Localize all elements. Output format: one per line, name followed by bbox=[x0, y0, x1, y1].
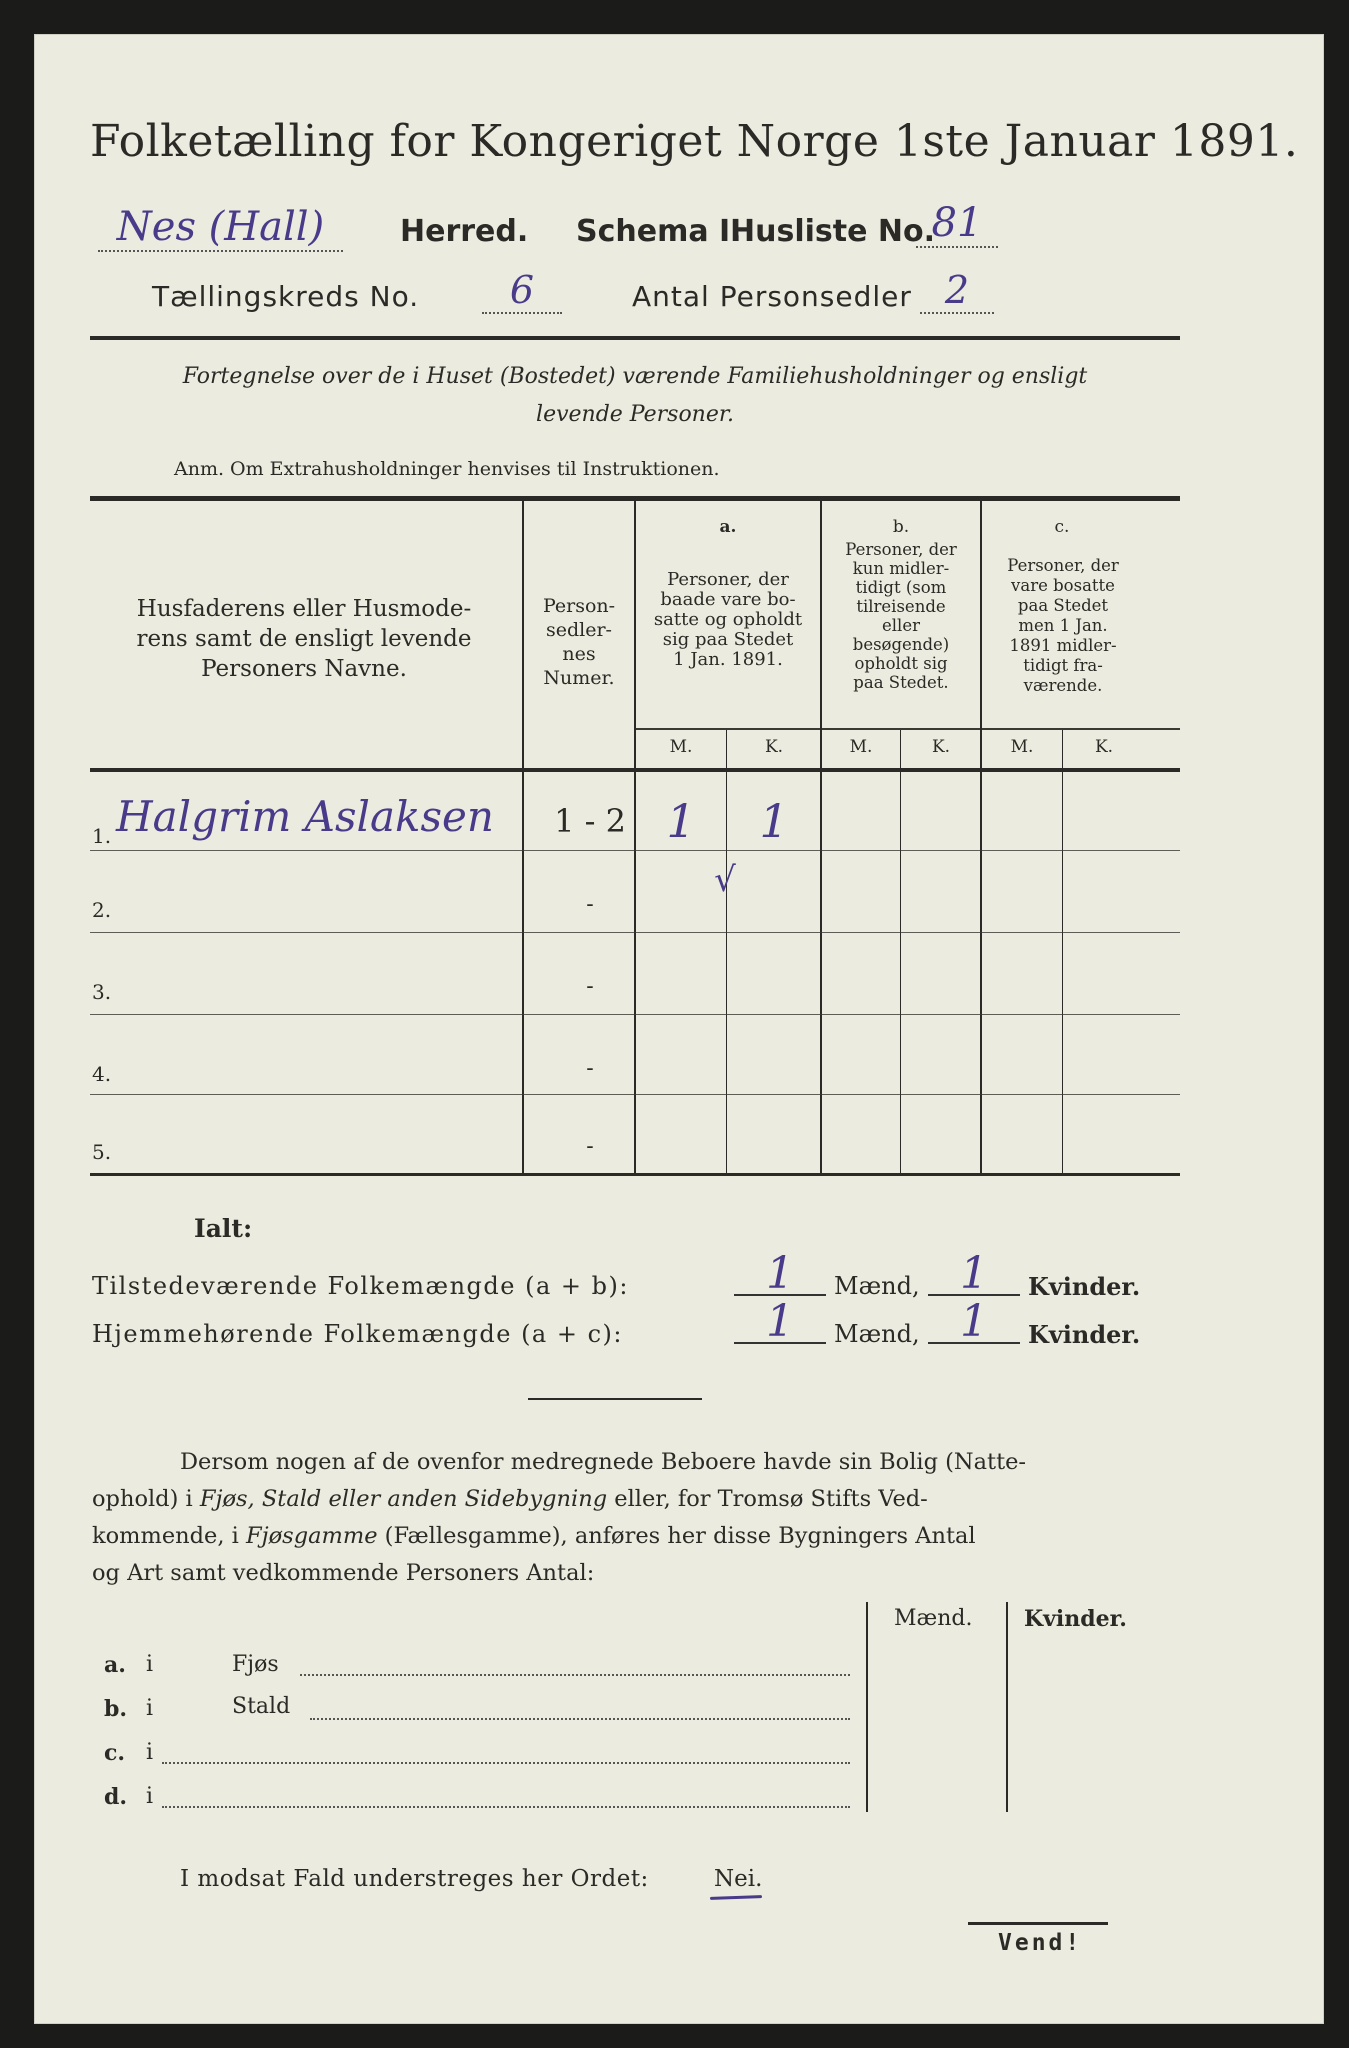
row-number: 5. bbox=[92, 1140, 112, 1164]
row-sedler: - bbox=[586, 974, 594, 999]
item-i: i bbox=[146, 1696, 154, 1721]
schema-label: Schema I. bbox=[576, 214, 742, 249]
hjemme-maend: Mænd, bbox=[834, 1320, 920, 1348]
para-text: kommende, i bbox=[92, 1523, 247, 1549]
col-num-header-line: Person- bbox=[542, 595, 616, 617]
item-label: Stald bbox=[232, 1694, 291, 1719]
col-name-header-line: rens samt de ensligt levende bbox=[136, 626, 472, 652]
table-row bbox=[90, 1096, 1180, 1174]
modsat-text: I modsat Fald understreges her Ordet: bbox=[180, 1866, 649, 1892]
table-row bbox=[90, 934, 1180, 1014]
row-name: Halgrim Aslaksen bbox=[116, 792, 494, 841]
item-i: i bbox=[146, 1784, 154, 1809]
row-sedler: - bbox=[586, 1056, 594, 1081]
buildings-item bbox=[104, 1784, 864, 1816]
buildings-vline bbox=[1006, 1602, 1008, 1812]
col-a-letter: a. bbox=[719, 517, 737, 537]
buildings-item bbox=[104, 1652, 864, 1684]
buildings-paragraph-line1: Dersom nogen af de ovenfor medregnede Beboere havde sin Bolig (Natte- bbox=[180, 1449, 1027, 1475]
para-text: ophold) i bbox=[92, 1486, 200, 1512]
col-a-header-line: sig paa Stedet bbox=[662, 629, 794, 650]
row-number: 3. bbox=[92, 980, 112, 1004]
col-a-header-line: satte og opholdt bbox=[653, 609, 803, 630]
col-c-header-line: vare bosatte bbox=[1011, 576, 1115, 595]
para-text: (Fællesgamme), anføres her disse Bygningers Antal bbox=[377, 1523, 976, 1549]
col-b-header-line: tidigt (som bbox=[855, 578, 947, 597]
col-c-header-line: 1891 midler- bbox=[1009, 636, 1117, 655]
item-letter: b. bbox=[104, 1696, 128, 1722]
description-line2: levende Personer. bbox=[536, 402, 734, 427]
col-c-k-label: K. bbox=[1094, 737, 1114, 757]
col-b-header-line: opholdt sig bbox=[854, 654, 948, 673]
col-b-header-line: eller bbox=[882, 616, 920, 635]
form-title: Folketælling for Kongeriget Norge 1ste Januar 1891. bbox=[90, 116, 1299, 167]
hjemme-m: 1 bbox=[734, 1296, 826, 1344]
col-c-header-line: værende. bbox=[1023, 676, 1103, 695]
item-dots bbox=[162, 1806, 850, 1808]
col-num-header bbox=[526, 594, 632, 690]
item-letter: d. bbox=[104, 1784, 128, 1810]
husliste-value: 81 bbox=[916, 200, 998, 248]
row-rule bbox=[90, 1094, 1180, 1095]
item-dots bbox=[310, 1718, 850, 1720]
col-b-header bbox=[824, 540, 978, 692]
col-c-header-line: paa Stedet bbox=[1017, 596, 1109, 615]
buildings-item bbox=[104, 1740, 864, 1772]
col-name-header-line: Personers Navne. bbox=[201, 656, 407, 682]
col-b-header-line: kun midler- bbox=[852, 559, 950, 578]
tilstede-k: 1 bbox=[928, 1248, 1020, 1296]
para-italic: Fjøs, Stald eller anden Sidebygning bbox=[199, 1486, 608, 1512]
item-letter: a. bbox=[104, 1652, 126, 1678]
buildings-paragraph-line2 bbox=[92, 1481, 1180, 1518]
col-a-k-label: K. bbox=[764, 737, 784, 757]
para-italic: Fjøsgamme bbox=[246, 1523, 378, 1549]
description-line1: Fortegnelse over de i Huset (Bostedet) værende Familiehusholdninger og ensligt bbox=[182, 364, 1088, 389]
col-b-letter: b. bbox=[892, 517, 910, 537]
herred-value: Nes (Hall) bbox=[98, 204, 343, 252]
tilstede-label: Tilstedeværende Folkemængde (a + b): bbox=[92, 1272, 629, 1300]
col-a-m-label: M. bbox=[669, 737, 693, 757]
tilstede-m: 1 bbox=[734, 1248, 826, 1296]
item-i: i bbox=[146, 1740, 154, 1765]
tilstede-kvinder: Kvinder. bbox=[1028, 1272, 1141, 1301]
anm-note: Anm. Om Extrahusholdninger henvises til Instruktionen. bbox=[174, 458, 720, 480]
para-text: eller, for Tromsø Stifts Ved- bbox=[607, 1486, 928, 1512]
row-a-k: 1 bbox=[759, 794, 789, 848]
col-num-header-line: sedler- bbox=[546, 619, 612, 641]
col-a-header bbox=[638, 570, 818, 670]
table-row bbox=[90, 772, 1180, 900]
husliste-label: Husliste No. bbox=[730, 214, 935, 249]
col-a-header-line: baade vare bo- bbox=[660, 589, 796, 610]
item-i: i bbox=[146, 1652, 154, 1677]
header-rule bbox=[90, 336, 1180, 340]
kreds-line bbox=[152, 268, 1152, 324]
buildings-paragraph-line4: og Art samt vedkommende Personers Antal: bbox=[92, 1560, 595, 1586]
col-c-header-line: Personer, der bbox=[1007, 556, 1119, 575]
col-name-header-line: Husfaderens eller Husmode- bbox=[136, 596, 472, 622]
nei-underline-mark bbox=[710, 1895, 762, 1900]
col-b-header-line: tilreisende bbox=[856, 597, 946, 616]
item-dots bbox=[300, 1674, 850, 1676]
table-bottom-rule bbox=[90, 1173, 1180, 1176]
antal-value: 2 bbox=[920, 268, 994, 314]
col-b-m-label: M. bbox=[849, 737, 873, 757]
buildings-col-maend: Mænd. bbox=[894, 1606, 973, 1631]
hjemme-kvinder: Kvinder. bbox=[1028, 1320, 1141, 1349]
vend-rule bbox=[968, 1922, 1108, 1925]
table-row bbox=[90, 854, 1180, 934]
col-a-header-line: Personer, der bbox=[667, 569, 789, 590]
herred-label: Herred. bbox=[400, 214, 529, 249]
kreds-label: Tællingskreds No. bbox=[152, 280, 420, 313]
col-c-header-line: men 1 Jan. bbox=[1018, 616, 1108, 635]
col-num-header-line: nes bbox=[562, 643, 596, 665]
col-b-header-line: paa Stedet. bbox=[853, 673, 949, 692]
vend-label: Vend! bbox=[998, 1930, 1083, 1956]
hjemme-k: 1 bbox=[928, 1296, 1020, 1344]
hjemme-label: Hjemmehørende Folkemængde (a + c): bbox=[92, 1320, 623, 1348]
mk-rule bbox=[982, 728, 1180, 730]
tilstede-maend: Mænd, bbox=[834, 1272, 920, 1300]
row-a-m: 1 bbox=[666, 794, 696, 848]
col-c-m-label: M. bbox=[1010, 737, 1034, 757]
buildings-vline bbox=[866, 1602, 868, 1812]
row-number: 2. bbox=[92, 898, 112, 922]
kreds-value: 6 bbox=[482, 268, 562, 314]
row-rule bbox=[90, 1014, 1180, 1015]
nei-word: Nei. bbox=[714, 1866, 763, 1892]
col-name-header bbox=[94, 594, 514, 684]
table-row bbox=[90, 1016, 1180, 1096]
ialt-label: Ialt: bbox=[194, 1214, 253, 1243]
antal-label: Antal Personsedler bbox=[632, 280, 912, 313]
col-c-header-line: tidigt fra- bbox=[1023, 656, 1103, 675]
row-rule bbox=[90, 850, 1180, 851]
col-b-header-line: Personer, der bbox=[845, 540, 957, 559]
row-rule bbox=[90, 932, 1180, 933]
row-check: √ bbox=[714, 860, 736, 900]
col-b-header-line: besøgende) bbox=[852, 635, 950, 654]
buildings-paragraph-line3 bbox=[92, 1518, 1180, 1555]
col-c-letter: c. bbox=[1054, 517, 1070, 537]
mk-rule bbox=[636, 728, 820, 730]
col-a-header-line: 1 Jan. 1891. bbox=[673, 649, 783, 670]
col-c-header bbox=[982, 556, 1144, 696]
divider bbox=[528, 1398, 702, 1400]
item-label: Fjøs bbox=[232, 1652, 279, 1677]
row-number: 1. bbox=[92, 824, 112, 848]
herred-line bbox=[90, 200, 1170, 262]
item-letter: c. bbox=[104, 1740, 126, 1766]
census-form-sheet bbox=[34, 34, 1324, 2024]
row-sedler: - bbox=[586, 892, 594, 917]
buildings-item bbox=[104, 1696, 864, 1728]
row-sedler: - bbox=[586, 1134, 594, 1159]
buildings-col-kvinder: Kvinder. bbox=[1024, 1606, 1127, 1632]
col-b-k-label: K. bbox=[931, 737, 951, 757]
row-number: 4. bbox=[92, 1062, 112, 1086]
row-sedler: 1 - 2 bbox=[554, 802, 626, 840]
item-dots bbox=[162, 1762, 850, 1764]
mk-rule bbox=[822, 728, 980, 730]
col-num-header-line: Numer. bbox=[543, 667, 615, 689]
